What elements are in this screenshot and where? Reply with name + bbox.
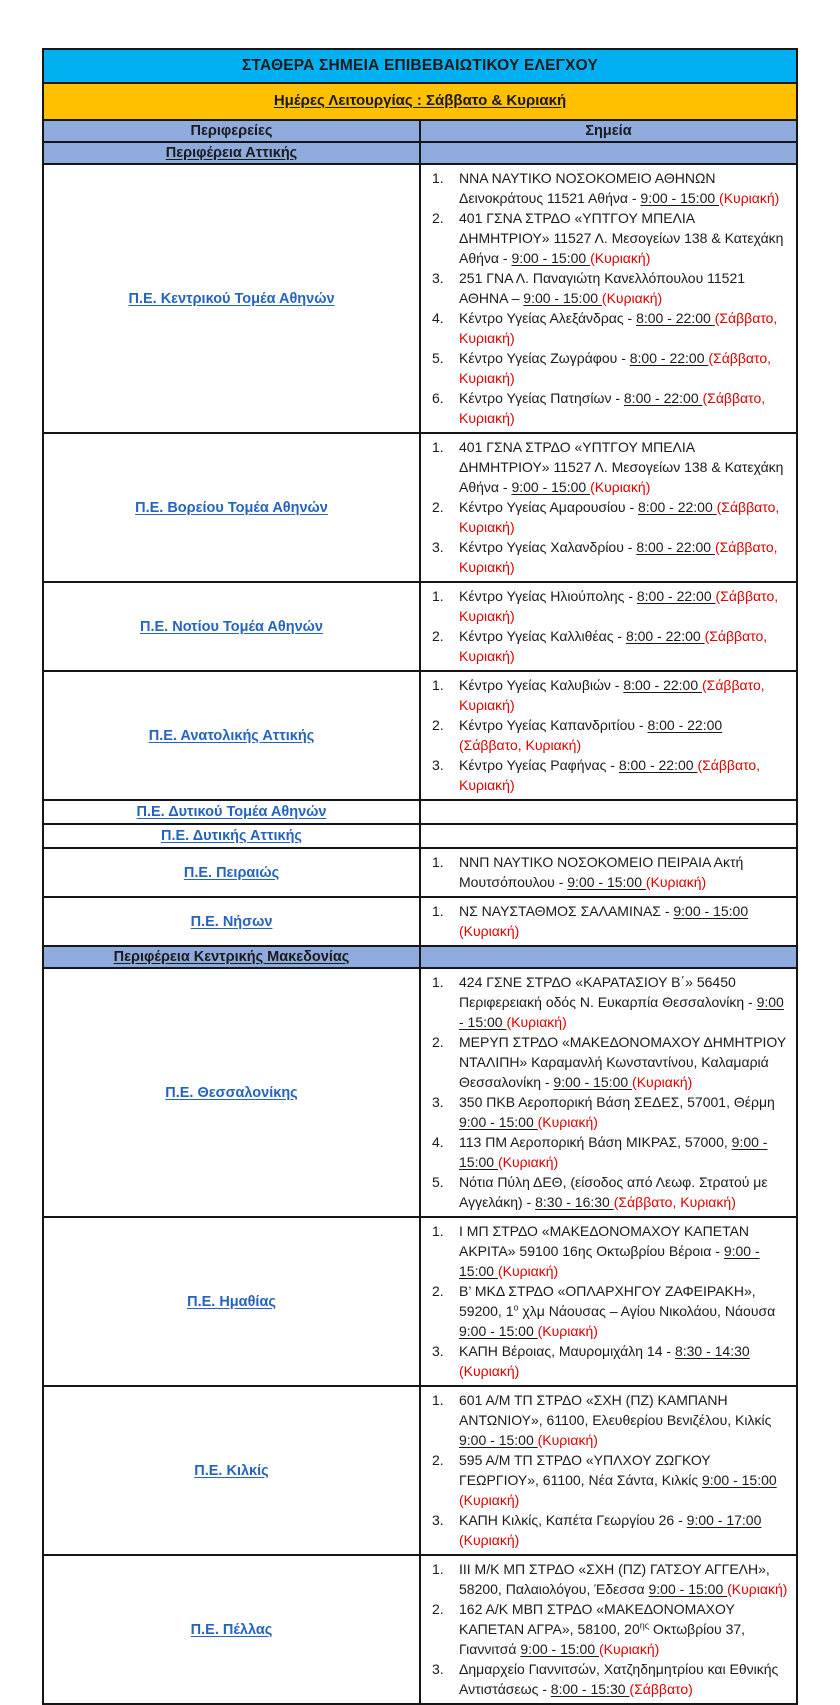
checkpoint-days: (Κυριακή) <box>645 874 707 890</box>
regional-unit-row <box>43 433 797 582</box>
regional-unit-row <box>43 671 797 800</box>
checkpoint-label: Κέντρο Υγείας Καπανδριτίου - <box>459 717 648 733</box>
checkpoint-list-cell <box>420 1555 797 1704</box>
region-section-row <box>43 946 797 968</box>
checkpoint-number: 4. <box>432 1134 444 1150</box>
checkpoint-number: 2. <box>432 717 444 733</box>
checkpoint-hours: 9:00 - 15:00 <box>459 1432 538 1448</box>
checkpoint-item <box>432 388 788 428</box>
checkpoint-days: (Κυριακή) <box>459 1492 520 1508</box>
regional-unit-name-cell <box>43 582 420 671</box>
checkpoint-hours: 9:00 - 15:00 <box>567 874 646 890</box>
checkpoint-days: (Κυριακή) <box>537 1114 598 1130</box>
checkpoint-days: (Κυριακή) <box>459 1363 520 1379</box>
checkpoint-label: 595 Α/Μ ΤΠ ΣΤΡΔΟ «ΥΠΛΧΟΥ ΖΩΓΚΟΥ ΓΕΩΡΓΙΟΥ», 61100, Νέα Σάντα, Κιλκίς <box>459 1452 711 1488</box>
checkpoint-list-cell <box>420 1217 797 1386</box>
checkpoint-label: ο <box>513 1302 519 1313</box>
checkpoint-label: Νότια Πύλη ΔΕΘ, (είσοδος από Λεωφ. Στρατού με Αγγελάκη) - <box>459 1174 768 1210</box>
checkpoint-label: 424 ΓΣΝΕ ΣΤΡΔΟ «ΚΑΡΑΤΑΣΙΟΥ Β΄» 56450 Περιφερειακή οδός Ν. Ευκαρπία Θεσσαλονίκη - <box>459 974 757 1010</box>
checkpoint-days: (Σάββατο, Κυριακή) <box>459 628 768 664</box>
checkpoint-hours: 9:00 - 15:00 <box>511 250 591 266</box>
regional-unit-row <box>43 582 797 671</box>
checkpoint-hours: 8:00 - 22:00 <box>623 677 702 693</box>
checkpoint-label: ης <box>639 1620 650 1631</box>
checkpoint-text <box>459 1092 788 1132</box>
checkpoint-number: 1. <box>432 1561 444 1577</box>
checkpoint-list-cell <box>420 824 797 848</box>
checkpoint-text <box>459 1172 788 1212</box>
regional-unit-name: Π.Ε. Θεσσαλονίκης <box>165 1084 298 1101</box>
checkpoint-text <box>459 715 788 755</box>
regional-unit-name-cell <box>43 433 420 582</box>
checkpoint-text <box>459 1132 788 1172</box>
checkpoint-days: (Σάββατο, Κυριακή) <box>459 677 765 713</box>
checkpoint-number: 2. <box>432 499 444 515</box>
regional-unit-name-cell <box>43 968 420 1217</box>
checkpoint-number: 1. <box>432 1392 444 1408</box>
checkpoint-number: 3. <box>432 1094 444 1110</box>
checkpoint-text <box>459 348 788 388</box>
checkpoint-label: ΝΝΠ ΝΑΥΤΙΚΟ ΝΟΣΟΚΟΜΕΙΟ ΠΕΙΡΑΙΑ Ακτή Μουτσόπουλου - <box>459 854 744 890</box>
checkpoint-item <box>432 755 788 795</box>
regional-unit-name: Π.Ε. Πέλλας <box>190 1621 273 1638</box>
checkpoint-hours: 8:00 - 22:00 <box>638 499 717 515</box>
checkpoint-number: 1. <box>432 170 444 186</box>
checkpoint-item <box>432 626 788 666</box>
checkpoint-number: 1. <box>432 1223 444 1239</box>
checkpoint-number: 1. <box>432 588 444 604</box>
checkpoint-days: (Σάββατο, Κυριακή) <box>459 737 582 753</box>
checkpoint-list-cell <box>420 800 797 824</box>
regional-unit-row <box>43 848 797 897</box>
column-header-regions: Περιφερείες <box>43 120 420 142</box>
checkpoint-item <box>432 1092 788 1132</box>
checkpoint-days: (Κυριακή) <box>537 1432 598 1448</box>
checkpoint-days: (Κυριακή) <box>719 190 780 206</box>
checkpoint-list-cell <box>420 848 797 897</box>
column-header-row <box>43 120 797 142</box>
checkpoint-number: 2. <box>432 1601 444 1617</box>
checkpoint-hours: 9:00 - 15:00 <box>459 994 784 1030</box>
checkpoint-label: ΚΑΠΗ Κιλκίς, Καπέτα Γεωργίου 26 - <box>459 1512 687 1528</box>
checkpoint-hours: 9:00 - 15:00 <box>523 290 602 306</box>
checkpoint-item <box>432 586 788 626</box>
checkpoint-number: 1. <box>432 439 444 455</box>
regional-unit-name-cell <box>43 897 420 946</box>
checkpoint-text <box>459 1510 788 1550</box>
checkpoints-table <box>42 48 798 1705</box>
title-row <box>43 49 797 83</box>
checkpoint-days: (Κυριακή) <box>459 923 520 939</box>
checkpoint-text <box>459 586 788 626</box>
checkpoint-number: 1. <box>432 854 444 870</box>
regional-unit-row <box>43 1555 797 1704</box>
checkpoint-item <box>432 852 788 892</box>
checkpoint-days: (Κυριακή) <box>459 1532 520 1548</box>
regional-unit-name: Π.Ε. Βορείου Τομέα Αθηνών <box>135 499 328 516</box>
checkpoint-text <box>459 972 788 1032</box>
document-title: ΣΤΑΘΕΡΑ ΣΗΜΕΙΑ ΕΠΙΒΕΒΑΙΩΤΙΚΟΥ ΕΛΕΓΧΟΥ <box>43 49 797 83</box>
checkpoint-hours: 8:00 - 15:30 <box>550 1681 630 1697</box>
checkpoint-number: 2. <box>432 1283 444 1299</box>
checkpoint-item <box>432 348 788 388</box>
checkpoint-item <box>432 1172 788 1212</box>
checkpoint-hours: 8:00 - 22:00 <box>629 350 709 366</box>
regional-unit-name-cell <box>43 800 420 824</box>
operating-days-banner <box>43 83 797 120</box>
checkpoint-hours: 8:00 - 22:00 <box>636 310 715 326</box>
checkpoint-label: Κέντρο Υγείας Καλλιθέας - <box>459 628 626 644</box>
regional-unit-row <box>43 968 797 1217</box>
checkpoint-text <box>459 1221 788 1281</box>
checkpoint-text <box>459 1450 788 1510</box>
checkpoint-item <box>432 901 788 941</box>
checkpoint-number: 3. <box>432 539 444 555</box>
checkpoint-text <box>459 1032 788 1092</box>
column-header-points: Σημεία <box>420 120 797 142</box>
checkpoint-days: (Κυριακή) <box>632 1074 693 1090</box>
checkpoint-label: Κέντρο Υγείας Καλυβιών - <box>459 677 624 693</box>
checkpoint-hours: 8:30 - 16:30 <box>535 1194 614 1210</box>
regional-unit-name: Π.Ε. Ανατολικής Αττικής <box>148 727 315 744</box>
checkpoint-hours: 9:00 - 15:00 <box>459 1243 760 1279</box>
checkpoint-hours: 9:00 - 15:00 <box>640 190 720 206</box>
checkpoint-text <box>459 1659 788 1699</box>
checkpoint-item <box>432 675 788 715</box>
checkpoint-days: (Κυριακή) <box>497 1154 559 1170</box>
checkpoint-hours: 9:00 - 15:00 <box>459 1323 538 1339</box>
checkpoint-label: 350 ΠΚΒ Αεροπορική Βάση ΣΕΔΕΣ, 57001, Θέρμη <box>459 1094 775 1110</box>
checkpoint-item <box>432 972 788 1032</box>
regional-unit-name-cell <box>43 848 420 897</box>
checkpoint-days: (Σάββατο, Κυριακή) <box>459 390 766 426</box>
document-page <box>42 48 798 1705</box>
checkpoint-hours: 9:00 - 17:00 <box>686 1512 762 1528</box>
checkpoint-days: (Κυριακή) <box>497 1263 559 1279</box>
checkpoint-text <box>459 268 788 308</box>
regional-unit-name-cell <box>43 164 420 433</box>
checkpoint-item <box>432 208 788 268</box>
checkpoint-label: 162 Α/Κ ΜΒΠ ΣΤΡΔΟ «ΜΑΚΕΔΟΝΟΜΑΧΟΥ ΚΑΠΕΤΑΝ ΑΓΡΑ», 58100, 20 <box>459 1601 735 1637</box>
checkpoint-label: 401 ΓΣΝΑ ΣΤΡΔΟ «ΥΠΤΓΟΥ ΜΠΕΛΙΑ ΔΗΜΗΤΡΙΟΥ» 11527 Λ. Μεσογείων 138 & Κατεχάκη Αθήνα - <box>459 210 784 266</box>
checkpoint-days: (Κυριακή) <box>599 1641 660 1657</box>
checkpoint-text <box>459 308 788 348</box>
regional-unit-name: Π.Ε. Δυτικού Τομέα Αθηνών <box>136 804 327 820</box>
checkpoint-label: ΝΝΑ ΝΑΥΤΙΚΟ ΝΟΣΟΚΟΜΕΙΟ ΑΘΗΝΩΝ Δεινοκράτους 11521 Αθήνα - <box>459 170 716 206</box>
checkpoint-list-cell <box>420 671 797 800</box>
checkpoint-number: 3. <box>432 1343 444 1359</box>
checkpoint-days: (Κυριακή) <box>506 1014 567 1030</box>
checkpoint-label: Κέντρο Υγείας Ραφήνας - <box>459 757 619 773</box>
checkpoint-list-cell <box>420 433 797 582</box>
checkpoint-text <box>459 1559 788 1599</box>
checkpoint-item <box>432 497 788 537</box>
checkpoint-label: Κέντρο Υγείας Αλεξάνδρας - <box>459 310 637 326</box>
checkpoint-label: Κέντρο Υγείας Ζωγράφου - <box>459 350 630 366</box>
checkpoint-label: Κέντρο Υγείας Ηλιούπολης - <box>459 588 637 604</box>
checkpoint-number: 1. <box>432 903 444 919</box>
checkpoint-text <box>459 626 788 666</box>
checkpoint-list-cell <box>420 1386 797 1555</box>
checkpoint-text <box>459 208 788 268</box>
checkpoint-list-cell <box>420 164 797 433</box>
checkpoint-number: 1. <box>432 974 444 990</box>
checkpoint-hours: 9:00 - 15:00 <box>673 903 749 919</box>
checkpoint-item <box>432 1341 788 1381</box>
checkpoint-hours: 9:00 - 15:00 <box>459 1134 768 1170</box>
checkpoint-days: (Σάββατο, Κυριακή) <box>459 757 761 793</box>
checkpoint-label: ΙΙΙ Μ/Κ ΜΠ ΣΤΡΔΟ «ΣΧΗ (ΠΖ) ΓΑΤΣΟΥ ΑΓΓΕΛΗ», 58200, Παλαιολόγου, Έδεσσα <box>459 1561 770 1597</box>
checkpoint-hours: 8:00 - 22:00 <box>636 588 716 604</box>
checkpoint-item <box>432 1390 788 1450</box>
regional-unit-row <box>43 1386 797 1555</box>
checkpoint-label: 251 ΓΝΑ Λ. Παναγιώτη Κανελλόπουλου 11521 ΑΘΗΝΑ – <box>459 270 746 306</box>
checkpoint-number: 2. <box>432 1452 444 1468</box>
checkpoint-number: 2. <box>432 628 444 644</box>
checkpoint-hours: 9:00 - 15:00 <box>459 1114 538 1130</box>
regional-unit-name: Π.Ε. Κεντρικού Τομέα Αθηνών <box>128 290 335 307</box>
checkpoint-number: 5. <box>432 1174 444 1190</box>
checkpoint-item <box>432 1599 788 1659</box>
checkpoint-days: (Κυριακή) <box>601 290 663 306</box>
checkpoint-item <box>432 1510 788 1550</box>
subtitle-row <box>43 83 797 120</box>
checkpoint-text <box>459 1281 788 1341</box>
checkpoint-label: χλμ Νάουσας – Αγίου Νικολάου, Νάουσα <box>518 1303 776 1319</box>
regional-unit-row <box>43 1217 797 1386</box>
checkpoint-label: Κέντρο Υγείας Πατησίων - <box>459 390 624 406</box>
checkpoint-label: ΝΣ ΝΑΥΣΤΑΘΜΟΣ ΣΑΛΑΜΙΝΑΣ - <box>459 903 674 919</box>
regional-unit-row <box>43 824 797 848</box>
region-section-empty-cell <box>420 142 797 164</box>
checkpoint-text <box>459 537 788 577</box>
regional-unit-name: Π.Ε. Νήσων <box>190 913 273 930</box>
region-section-name: Περιφέρεια Αττικής <box>165 145 298 161</box>
regional-unit-row <box>43 800 797 824</box>
checkpoint-item <box>432 1032 788 1092</box>
checkpoint-item <box>432 1281 788 1341</box>
checkpoint-number: 2. <box>432 210 444 226</box>
regional-unit-name-cell <box>43 1217 420 1386</box>
checkpoint-item <box>432 168 788 208</box>
regional-unit-row <box>43 164 797 433</box>
checkpoint-item <box>432 537 788 577</box>
checkpoint-label: Ι ΜΠ ΣΤΡΔΟ «ΜΑΚΕΔΟΝΟΜΑΧΟΥ ΚΑΠΕΤΑΝ ΑΚΡΙΤΑ» 59100 16ης Οκτωβρίου Βέροια - <box>459 1223 750 1259</box>
checkpoint-item <box>432 1450 788 1510</box>
checkpoint-number: 3. <box>432 1512 444 1528</box>
checkpoint-text <box>459 852 788 892</box>
checkpoint-number: 1. <box>432 677 444 693</box>
regional-unit-name: Π.Ε. Νοτίου Τομέα Αθηνών <box>140 618 323 635</box>
regional-unit-row <box>43 897 797 946</box>
checkpoint-number: 3. <box>432 757 444 773</box>
checkpoint-number: 4. <box>432 310 444 326</box>
checkpoint-days: (Κυριακή) <box>727 1581 788 1597</box>
region-section-name-cell <box>43 946 420 968</box>
checkpoint-hours: 8:00 - 22:00 <box>623 390 703 406</box>
checkpoint-hours: 8:00 - 22:00 <box>618 757 698 773</box>
checkpoint-item <box>432 1559 788 1599</box>
checkpoint-hours: 9:00 - 15:00 <box>520 1641 600 1657</box>
checkpoint-label: Β’ ΜΚΔ ΣΤΡΔΟ «ΟΠΛΑΡΧΗΓΟΥ ΖΑΦΕΙΡΑΚΗ», 59200, 1 <box>459 1283 756 1319</box>
checkpoint-days: (Κυριακή) <box>537 1323 598 1339</box>
region-section-row <box>43 142 797 164</box>
region-section-name-cell <box>43 142 420 164</box>
checkpoint-text <box>459 168 788 208</box>
operating-days-text: Ημέρες Λειτουργίας : Σάββατο & Κυριακή <box>273 92 567 109</box>
checkpoint-text <box>459 901 788 941</box>
checkpoint-label: 401 ΓΣΝΑ ΣΤΡΔΟ «ΥΠΤΓΟΥ ΜΠΕΛΙΑ ΔΗΜΗΤΡΙΟΥ» 11527 Λ. Μεσογείων 138 & Κατεχάκη Αθήνα - <box>459 439 784 495</box>
regional-unit-name-cell <box>43 1386 420 1555</box>
checkpoint-hours: 9:00 - 15:00 <box>511 479 591 495</box>
checkpoint-number: 5. <box>432 350 444 366</box>
checkpoint-text <box>459 675 788 715</box>
checkpoint-hours: 9:00 - 15:00 <box>648 1581 728 1597</box>
checkpoint-list-cell <box>420 968 797 1217</box>
checkpoint-label: 113 ΠΜ Αεροπορική Βάση ΜΙΚΡΑΣ, 57000, <box>459 1134 732 1150</box>
regional-unit-name: Π.Ε. Δυτικής Αττικής <box>161 828 302 844</box>
checkpoint-label: Οκτωβρίου 37, Γιαννιτσά <box>459 1621 746 1657</box>
checkpoint-hours: 9:00 - 15:00 <box>553 1074 633 1090</box>
checkpoint-list-cell <box>420 897 797 946</box>
checkpoint-number: 3. <box>432 1661 444 1677</box>
checkpoint-hours: 9:00 - 15:00 <box>701 1472 777 1488</box>
checkpoint-item <box>432 437 788 497</box>
checkpoint-text <box>459 497 788 537</box>
regional-unit-name: Π.Ε. Κιλκίς <box>194 1462 269 1479</box>
regional-unit-name-cell <box>43 671 420 800</box>
checkpoint-days: (Κυριακή) <box>590 479 651 495</box>
checkpoint-label: Κέντρο Υγείας Χαλανδρίου - <box>459 539 637 555</box>
checkpoint-days: (Σάββατο, Κυριακή) <box>459 310 778 346</box>
checkpoint-label: ΜΕΡΥΠ ΣΤΡΔΟ «ΜΑΚΕΔΟΝΟΜΑΧΟΥ ΔΗΜΗΤΡΙΟΥ ΝΤΑΛΙΠΗ» Καραμανλή Κωνσταντίνου, Καλαμαριά Θεσσαλονίκη - <box>459 1034 786 1090</box>
region-section-empty-cell <box>420 946 797 968</box>
checkpoint-label: Δημαρχείο Γιαννιτσών, Χατζηδημητρίου και Εθνικής Αντιστάσεως - <box>459 1661 779 1697</box>
checkpoint-label: ΚΑΠΗ Βέροιας, Μαυρομιχάλη 14 - <box>459 1343 675 1359</box>
checkpoint-text <box>459 437 788 497</box>
checkpoint-item <box>432 1659 788 1699</box>
checkpoint-item <box>432 1221 788 1281</box>
checkpoint-days: (Κυριακή) <box>590 250 651 266</box>
checkpoint-item <box>432 1132 788 1172</box>
checkpoint-text <box>459 1599 788 1659</box>
checkpoint-label: Κέντρο Υγείας Αμαρουσίου - <box>459 499 639 515</box>
checkpoint-days: (Σάββατο) <box>629 1681 693 1697</box>
regional-unit-name-cell <box>43 824 420 848</box>
checkpoint-number: 2. <box>432 1034 444 1050</box>
region-section-name: Περιφέρεια Κεντρικής Μακεδονίας <box>113 949 350 965</box>
checkpoint-number: 3. <box>432 270 444 286</box>
checkpoint-number: 6. <box>432 390 444 406</box>
checkpoint-text <box>459 1390 788 1450</box>
checkpoint-item <box>432 715 788 755</box>
checkpoint-hours: 8:00 - 22:00 <box>636 539 715 555</box>
regional-unit-name-cell <box>43 1555 420 1704</box>
checkpoint-hours: 8:30 - 14:30 <box>674 1343 750 1359</box>
checkpoint-days: (Σάββατο, Κυριακή) <box>459 588 779 624</box>
checkpoint-text <box>459 1341 788 1381</box>
checkpoint-label: 601 Α/Μ ΤΠ ΣΤΡΔΟ «ΣΧΗ (ΠΖ) ΚΑΜΠΑΝΗ ΑΝΤΩΝΙΟΥ», 61100, Ελευθερίου Βενιζέλου, Κιλκίς <box>459 1392 772 1428</box>
checkpoint-hours: 8:00 - 22:00 <box>625 628 705 644</box>
checkpoint-list-cell <box>420 582 797 671</box>
regional-unit-name: Π.Ε. Πειραιώς <box>183 864 280 881</box>
checkpoint-item <box>432 268 788 308</box>
checkpoint-item <box>432 308 788 348</box>
checkpoint-hours: 8:00 - 22:00 <box>647 717 723 733</box>
checkpoint-days: (Σάββατο, Κυριακή) <box>459 350 771 386</box>
checkpoint-days: (Σάββατο, Κυριακή) <box>459 539 778 575</box>
checkpoint-days: (Σάββατο, Κυριακή) <box>613 1194 736 1210</box>
checkpoint-days: (Σάββατο, Κυριακή) <box>459 499 780 535</box>
regional-unit-name: Π.Ε. Ημαθίας <box>187 1293 276 1310</box>
checkpoint-text <box>459 755 788 795</box>
checkpoint-text <box>459 388 788 428</box>
